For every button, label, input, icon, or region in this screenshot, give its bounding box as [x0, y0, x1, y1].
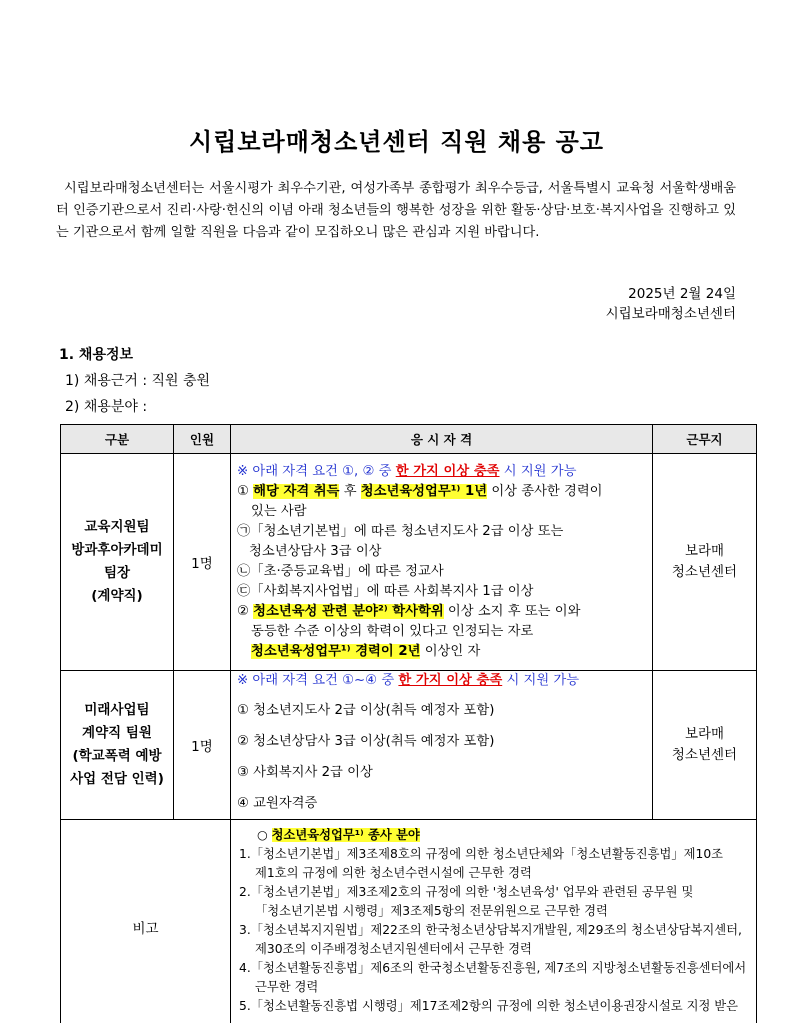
- recruitment-basis: 1) 채용근거 : 직원 충원: [65, 373, 211, 389]
- announcement-date: 2025년 2월 24일: [628, 286, 736, 302]
- note-label: 비고: [61, 820, 231, 1023]
- row2-qualification: ※ 아래 자격 요건 ①~④ 중 한 가지 이상 충족 시 지원 가능 ① 청소년지도사 2급 이상(취득 예정자 포함) ② 청소년상담사 3급 이상(취득 예정자 포함) ③ 사회복지사 2급 이상 ④ 교원자격증: [231, 671, 653, 820]
- table-row: [61, 820, 757, 1023]
- row2-count: 1명: [174, 671, 231, 820]
- organization-name: 시립보라매청소년센터: [605, 306, 736, 322]
- row1-category: 교육지원팀 방과후아카데미 팀장 (계약직): [61, 454, 174, 671]
- header-qualification: 응 시 자 격: [231, 425, 653, 454]
- row1-location: 보라매 청소년센터: [653, 454, 757, 671]
- page-title: 시립보라매청소년센터 직원 채용 공고: [188, 128, 604, 156]
- note-content: ○ 청소년육성업무¹⁾ 종사 분야 1.「청소년기본법」제3조제8호의 규정에 의한 청소년단체와「청소년활동진흥법」제10조 제1호의 규정에 의한 청소년수련시설에 근무한 경력 2.「청소년기본법」제3조제2호의 규정에 의한 '청소년육성' 업무와 관련된 공무원 및 「청소년기본법 시행령」제3조제5항의 전문위원으로 근무한 경력 3.「청소년복지지원법」제22조의 한국청소년상담복지개발원, 제29조의 청소년상담복지센터, 제30조의 이주배경청소년지원센터에서 근무한 경력 4.「청소년활동진흥법」제6조의 한국청소년활동진흥원, 제7조의 지방청소년활동진흥센터에서 근무한 경력 5.「청소년활동진흥법 시행령」제17조제2항의 규정에 의한 청소년이용권장시설로 지정 받은: [231, 820, 757, 1023]
- table-header-row: [61, 425, 757, 454]
- qualification-note: ※ 아래 자격 요건 ①~④ 중 한 가지 이상 충족 시 지원 가능: [237, 673, 580, 688]
- recruitment-table: [60, 424, 757, 1023]
- header-category: 구분: [61, 425, 174, 454]
- row1-count: 1명: [174, 454, 231, 671]
- row1-qualification: ※ 아래 자격 요건 ①, ② 중 한 가지 이상 충족 시 지원 가능 ① 해당 자격 취득 후 청소년육성업무¹⁾ 1년 이상 종사한 경력이 있는 사람 ㉠「청소년기본법」에 따른 청소년지도사 2급 이상 또는 청소년상담사 3급 이상 ㉡「초·중등교육법」에 따른 정교사 ㉢「사회복지사업법」에 따른 사회복지사 1급 이상 ② 청소년육성 관련 분야²⁾ 학사학위 이상 소지 후 또는 이와 동등한 수준 이상의 학력이 있다고 인정되는 자로 청소년육성업무¹⁾ 경력이 2년 이상인 자: [231, 454, 653, 671]
- header-count: 인원: [174, 425, 231, 454]
- section-heading: 1. 채용정보: [59, 347, 134, 363]
- row2-category: 미래사업팀 계약직 팀원 (학교폭력 예방 사업 전담 인력): [61, 671, 174, 820]
- recruitment-field: 2) 채용분야 :: [65, 399, 148, 415]
- intro-paragraph: 시립보라매청소년센터는 서울시평가 최우수기관, 여성가족부 종합평가 최우수등급, 서울특별시 교육청 서울학생배움터 인증기관으로서 진리·사랑·헌신의 이념 아래 청소년들의 행복한 성장을 위한 활동·상담·보호·복지사업을 진행하고 있는 기관으로서 함께 일할 직원을 다음과 같이 모집하오니 많은 관심과 지원 바랍니다.: [56, 181, 736, 240]
- table-row: [61, 454, 757, 671]
- table-row: [61, 671, 757, 820]
- qualification-note: ※ 아래 자격 요건 ①, ② 중 한 가지 이상 충족 시 지원 가능: [237, 464, 577, 479]
- header-location: 근무지: [653, 425, 757, 454]
- row2-location: 보라매 청소년센터: [653, 671, 757, 820]
